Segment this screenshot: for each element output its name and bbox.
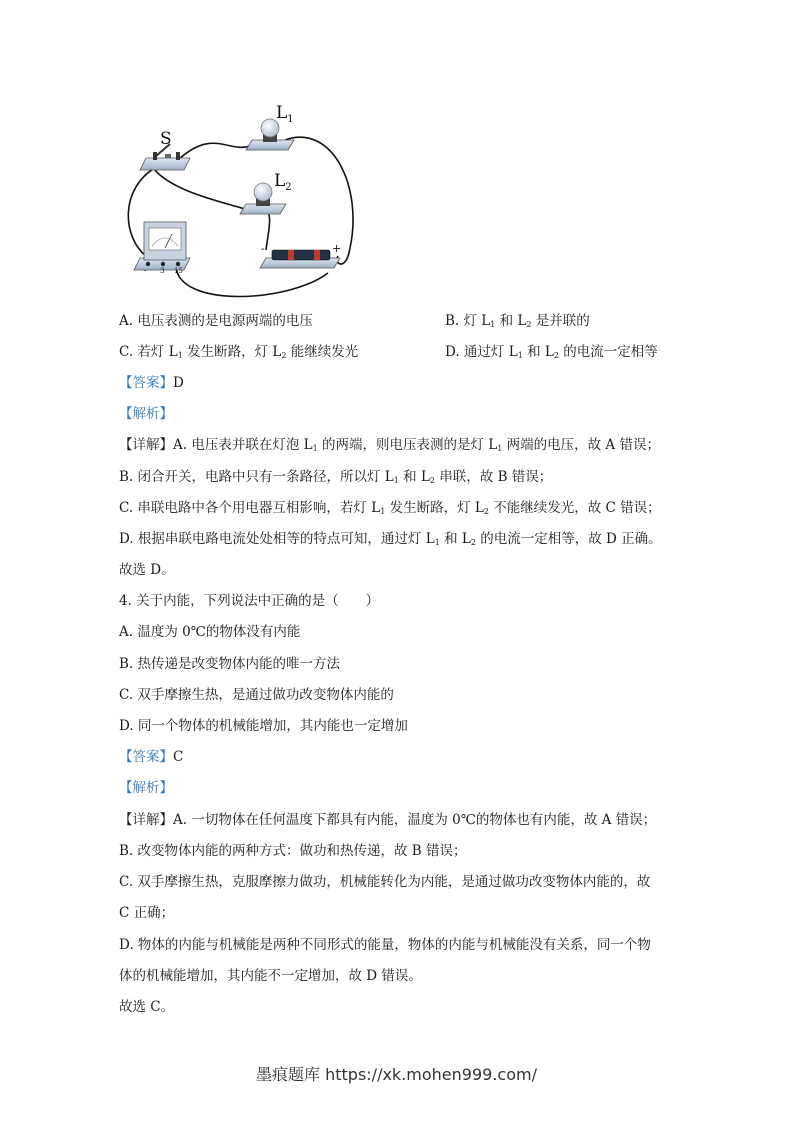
switch-label: S (160, 129, 172, 149)
q4-conclusion: 故选 C。 (119, 999, 175, 1015)
meter-terminal-3: 3 (160, 267, 165, 275)
q4-detail-3b: C 正确； (119, 905, 175, 921)
voltmeter (134, 222, 190, 270)
footer-watermark: 墨痕题库 https://xk.mohen999.com/ (256, 1065, 537, 1084)
battery (260, 250, 340, 268)
lamp-l2-label: $L_2$ (274, 171, 292, 193)
q4-detail-3a: C. 双手摩擦生热，克服摩擦力做功，机械能转化为内能，是通过做功改变物体内能的，故 (119, 874, 651, 890)
q3-detail-3: C. 串联电路中各个用电器互相影响，若灯 $L_1$ 发生断路，灯 $L_2$ 不能继续发光，故 C 错误； (119, 500, 661, 516)
battery-plus: + (332, 242, 342, 255)
q3-option-b: B. 灯 $L_1$ 和 $L_2$ 是并联的 (445, 313, 590, 329)
q4-detail-1: 【详解】A. 一切物体在任何温度下都具有内能，温度为 0℃的物体也有内能，故 A 错误； (119, 812, 657, 828)
q3-analysis-tag: 【解析】 (119, 406, 173, 422)
q4-detail-2: B. 改变物体内能的两种方式：做功和热传递，故 B 错误； (119, 843, 467, 859)
lamp-l1-label: $L_1$ (276, 103, 294, 125)
q4-analysis-tag: 【解析】 (119, 780, 173, 796)
q3-option-d: D. 通过灯 $L_1$ 和 $L_2$ 的电流一定相等 (445, 344, 658, 360)
q4-detail-4a: D. 物体的内能与机械能是两种不同形式的能量，物体的内能与机械能没有关系，同一个物 (119, 937, 651, 953)
q3-detail-1: 【详解】A. 电压表并联在灯泡 $L_1$ 的两端，则电压表测的是灯 $L_1$ 两端的电压，故 A 错误； (119, 437, 660, 453)
q4-option-b: B. 热传递是改变物体内能的唯一方法 (119, 656, 341, 672)
q3-detail-2: B. 闭合开关，电路中只有一条路径，所以灯 $L_1$ 和 $L_2$ 串联，故 B 错误； (119, 469, 553, 485)
answer-tag: 【答案】 (119, 375, 173, 391)
answer-tag: 【答案】 (119, 749, 173, 765)
q4-option-c: C. 双手摩擦生热，是通过做功改变物体内能的 (119, 687, 394, 703)
q4-option-d: D. 同一个物体的机械能增加，其内能也一定增加 (119, 718, 408, 734)
meter-terminal-15: 15 (174, 267, 183, 275)
q3-answer: 【答案】D (119, 375, 184, 391)
q3-detail-4: D. 根据串联电路电流处处相等的特点可知，通过灯 $L_1$ 和 $L_2$ 的电流一定相等，故 D 正确。 (119, 531, 662, 547)
q3-option-c: C. 若灯 $L_1$ 发生断路，灯 $L_2$ 能继续发光 (119, 344, 359, 360)
q4-detail-4b: 体的机械能增加，其内能不一定增加，故 D 错误。 (119, 968, 422, 984)
circuit-diagram (118, 98, 358, 298)
q4-option-a: A. 温度为 0℃的物体没有内能 (119, 624, 301, 640)
q4-answer: 【答案】C (119, 749, 184, 765)
meter-terminal-minus: - (144, 267, 147, 275)
battery-minus: - (261, 242, 265, 255)
q3-conclusion: 故选 D。 (119, 562, 175, 578)
q3-option-a: A. 电压表测的是电源两端的电压 (119, 313, 313, 329)
q4-stem: 4. 关于内能，下列说法中正确的是（ ） (119, 593, 380, 609)
